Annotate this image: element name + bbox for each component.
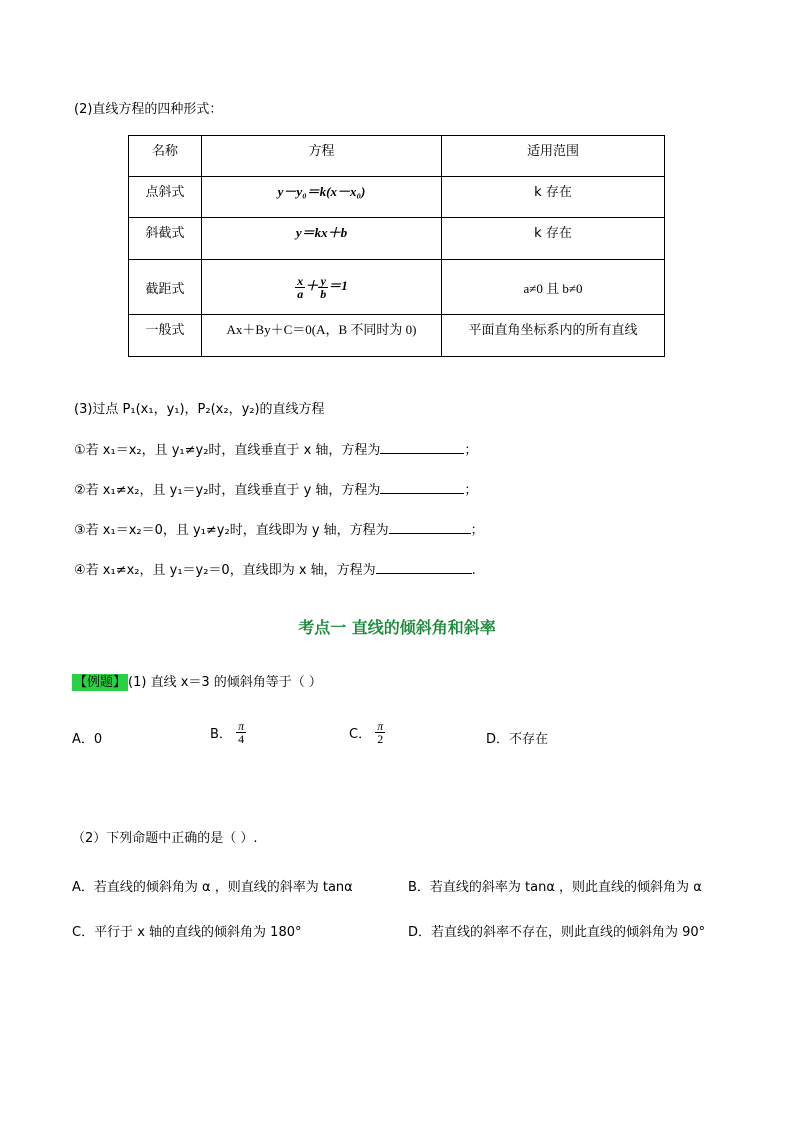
row-range: 平面直角坐标系内的所有直线 (468, 323, 638, 338)
header-equation: 方程 (308, 144, 335, 159)
list-item: ④若 x₁≠x₂，且 y₁＝y₂＝0，直线即为 x 轴，方程为 . (74, 563, 476, 578)
row-range: k 存在 (534, 185, 572, 200)
header-name: 名称 (151, 144, 178, 159)
option-a: A．0 (72, 732, 103, 747)
row-equation: Ax＋By＋C＝0(A，B 不同时为 0) (226, 322, 417, 337)
fraction-x-over-a: $\frac{x}{a}$ (297, 273, 304, 301)
table-row (129, 260, 665, 315)
fraction-pi-over-2: $\frac{\pi}{2}$ (377, 719, 384, 746)
option-c: C． $\frac{\pi}{2}$ (349, 719, 384, 746)
list-item: ③若 x₁＝x₂＝0，且 y₁≠y₂时，直线即为 y 轴，方程为 ； (74, 523, 484, 538)
row-range: k 存在 (534, 226, 572, 241)
section-heading: 考点一 直线的倾斜角和斜率 (298, 618, 496, 637)
line-equation-forms-table (128, 135, 665, 357)
table-row (129, 177, 665, 218)
answer-blank[interactable] (380, 441, 464, 454)
row-equation: y－y₀＝k(x－x₀) (277, 184, 366, 199)
list-item: ②若 x₁≠x₂，且 y₁＝y₂时，直线垂直于 y 轴，方程为 ； (74, 483, 478, 498)
option-b: B．若直线的斜率为 tanα ，则此直线的倾斜角为 α (408, 880, 702, 895)
row-name: 点斜式 (145, 185, 185, 200)
row-name: 一般式 (145, 323, 185, 338)
answer-blank[interactable] (380, 481, 464, 494)
example-question-1: 【例题】 (1) 直线 x＝3 的倾斜角等于（ ） (74, 675, 322, 690)
list-item: ①若 x₁＝x₂，且 y₁≠y₂时，直线垂直于 x 轴，方程为 ； (74, 443, 478, 458)
table-row (129, 218, 665, 260)
fraction-pi-over-4: $\frac{\pi}{4}$ (238, 719, 245, 746)
example-question-2: （2）下列命题中正确的是（ ）. (72, 831, 258, 846)
answer-blank[interactable] (376, 561, 472, 574)
option-d: D．若直线的斜率不存在，则此直线的倾斜角为 90° (408, 925, 706, 940)
example-tag: 【例题】 (74, 675, 127, 690)
option-b: B． $\frac{\pi}{4}$ (210, 719, 245, 746)
table-header-row (129, 136, 665, 177)
option-c: C．平行于 x 轴的直线的倾斜角为 180° (72, 925, 302, 940)
section-3-title: (3)过点 P₁(x₁，y₁)，P₂(x₂，y₂)的直线方程 (74, 402, 325, 417)
row-name: 斜截式 (145, 226, 185, 241)
fraction-y-over-b: $\frac{y}{b}$ (320, 273, 327, 301)
header-range: 适用范围 (526, 144, 579, 159)
answer-blank[interactable] (389, 521, 471, 534)
option-a: A．若直线的倾斜角为 α ，则直线的斜率为 tanα (72, 880, 353, 895)
row-equation: y＝kx＋b (295, 225, 348, 240)
section-2-title: (2)直线方程的四种形式： (74, 102, 223, 117)
intercept-equation: $\frac{x}{a}$ ＋ $\frac{y}{b}$ ＝1 (297, 273, 348, 301)
row-range: a≠0 且 b≠0 (523, 280, 583, 296)
option-d: D．不存在 (486, 732, 549, 747)
table-row (129, 315, 665, 357)
row-name: 截距式 (145, 281, 185, 297)
